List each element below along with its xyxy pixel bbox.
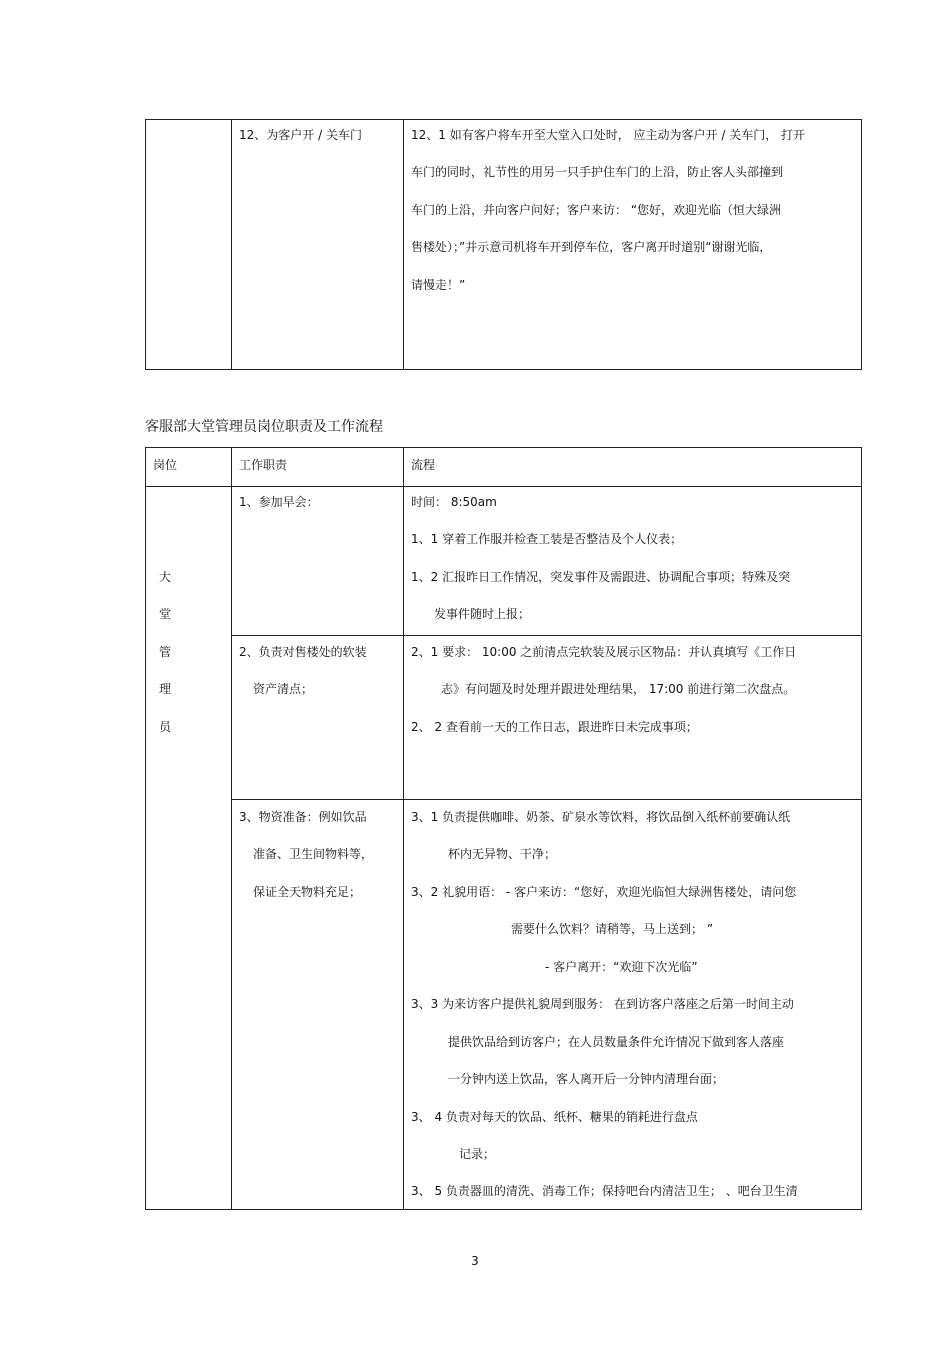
flow-line: 1、1 穿着工作服并检查工装是否整洁及个人仪表； — [411, 532, 683, 546]
flow-line: 2、 2 查看前一天的工作日志，跟进昨日未完成事项； — [411, 720, 698, 734]
flow-line: 提供饮品给到访客户；在人员数量条件允许情况下做到客人落座 — [448, 1035, 785, 1049]
header-duty: 工作职责 — [239, 458, 288, 472]
flow-line: 1、2 汇报昨日工作情况，突发事件及需跟进、协调配合事项；特殊及突 — [411, 570, 791, 584]
flow-line: 12、1 如有客户将车开至大堂入口处时， 应主动为客户开 / 关车门， 打开 — [411, 128, 806, 142]
flow-line: 请慢走！” — [411, 278, 466, 292]
flow-line: 3、1 负责提供咖啡、奶茶、矿泉水等饮料，将饮品倒入纸杯前要确认纸 — [411, 810, 791, 824]
flow-line: 2、1 要求： 10:00 之前清点完软装及展示区物品：并认真填写《工作日 — [411, 645, 797, 659]
position-char: 大 — [159, 570, 172, 584]
flow-line: 3、 4 负责对每天的饮品、纸杯、糖果的销耗进行盘点 — [411, 1110, 698, 1124]
duty-cell: 准备、卫生间物料等， — [253, 847, 374, 861]
duty-cell: 3、物资准备：例如饮品 — [239, 810, 367, 824]
flow-line: 售楼处）；”并示意司机将车开到停车位，客户离开时道别“谢谢光临， — [411, 240, 772, 254]
page-number: 3 — [471, 1254, 479, 1268]
flow-line: 杯内无异物、干净； — [448, 847, 557, 861]
duty-cell: 1、参加早会： — [239, 495, 319, 509]
duty-cell: 资产清点； — [253, 682, 314, 696]
flow-line: 需要什么饮料？请稍等，马上送到； ” — [511, 922, 714, 936]
flow-line: 车门的同时，礼节性的用另一只手护住车门的上沿，防止客人头部撞到 — [411, 165, 784, 179]
flow-line: 志》有问题及时处理并跟进处理结果， 17:00 前进行第二次盘点。 — [441, 682, 796, 696]
flow-line: 3、 5 负责器皿的清洗、消毒工作；保持吧台内清洁卫生； 、吧台卫生清 — [411, 1184, 798, 1198]
flow-line: 3、2 礼貌用语： - 客户来访：“您好，欢迎光临恒大绿洲售楼处，请问您 — [411, 885, 797, 899]
flow-line: 3、3 为来访客户提供礼貌周到服务： 在到访客户落座之后第一时间主动 — [411, 997, 794, 1011]
row-divider — [231, 799, 861, 800]
column-divider — [403, 120, 404, 369]
duty-cell: 保证全天物料充足； — [253, 885, 362, 899]
main-table — [145, 447, 862, 1210]
position-char: 堂 — [159, 607, 172, 621]
flow-line: 一分钟内送上饮品，客人离开后一分钟内清理台面； — [448, 1072, 725, 1086]
column-divider — [231, 448, 232, 1209]
flow-line: 发事件随时上报； — [434, 607, 531, 621]
flow-line: - 客户离开：“欢迎下次光临” — [545, 960, 698, 974]
duty-cell: 2、负责对售楼处的软装 — [239, 645, 367, 659]
header-divider — [146, 486, 861, 487]
flow-line: 记录； — [459, 1147, 496, 1161]
section-title: 客服部大堂管理员岗位职责及工作流程 — [145, 419, 383, 435]
header-flow: 流程 — [411, 458, 436, 472]
position-char: 理 — [159, 682, 172, 696]
row-divider — [231, 635, 861, 636]
position-char: 员 — [159, 720, 172, 734]
duty-cell-open-door: 12、为客户开 / 关车门 — [239, 128, 362, 142]
column-divider — [231, 120, 232, 369]
flow-line: 车门的上沿，并向客户问好；客户来访： “您好，欢迎光临（恒大绿洲 — [411, 203, 782, 217]
position-char: 管 — [159, 645, 172, 659]
column-divider — [403, 448, 404, 1209]
header-position: 岗位 — [153, 458, 178, 472]
flow-line: 时间： 8:50am — [411, 495, 497, 509]
